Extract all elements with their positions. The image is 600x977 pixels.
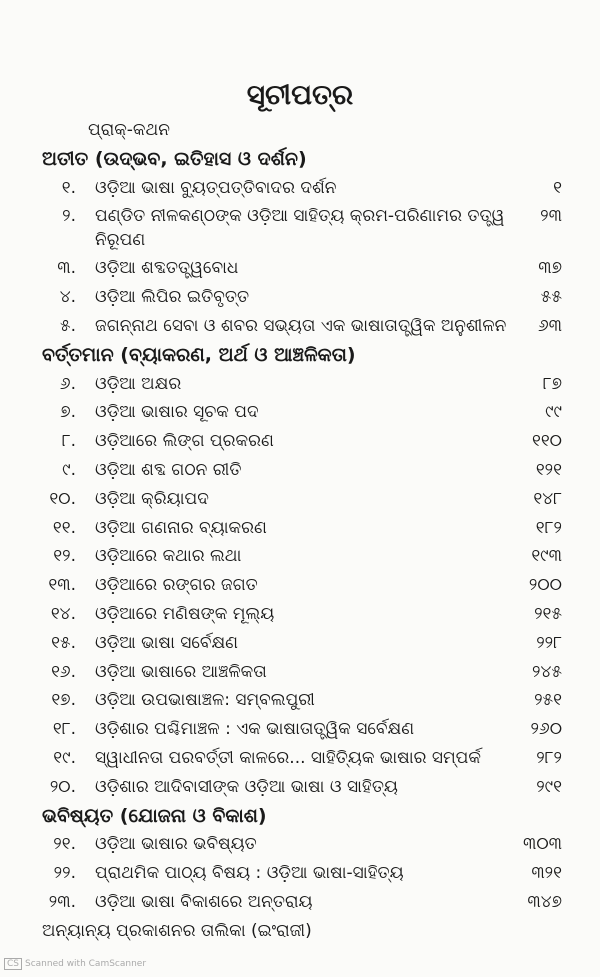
entry-page-number: ୨୦୦	[528, 575, 562, 596]
entry-number: ୨୨.	[53, 863, 76, 884]
entry-title: ଓଡ଼ିଆ ଭାଷାର ଭବିଷ୍ୟତ	[95, 834, 257, 855]
entry-number: ୭.	[60, 402, 76, 423]
entry-number: ୨୧.	[53, 834, 76, 855]
entry-page-number: ୨୮୨	[536, 747, 562, 768]
entry-number: ୧୭.	[51, 690, 76, 711]
entry-number: ୩.	[57, 258, 76, 279]
appendix-entry: ଅନ୍ୟାନ୍ୟ ପ୍ରକାଶନର ତାଲିକା (ଇଂରାଜୀ)	[42, 920, 312, 941]
entry-title: ଓଡ଼ିଶାର ଆଦିବାସୀଙ୍କ ଓଡ଼ିଆ ଭାଷା ଓ ସାହିତ୍ୟ	[95, 776, 398, 797]
toc-entry	[0, 370, 600, 399]
entry-title: ଓଡ଼ିଆ ଭାଷା ବ୍ୟୁତ୍ପତ୍ତିବାଦର ଦର୍ଶନ	[95, 177, 337, 198]
entry-title: ଓଡ଼ିଆରେ କଥାର ଲଥା	[95, 546, 242, 567]
entry-page-number: ୯୯	[545, 402, 562, 423]
entry-page-number: ୨୬୦	[530, 719, 562, 740]
toc-entry	[0, 686, 600, 715]
entry-title: ପଣ୍ଡିତ ନୀଳକଣ୍ଠଙ୍କ ଓଡ଼ିଆ ସାହିତ୍ୟ କ୍ରମ-ପରିଣାମର ତତ୍ତ୍ୱ ନିରୂପଣ	[95, 206, 505, 251]
entry-title: ସ୍ୱାଧୀନତା ପରବର୍ତ୍ତୀ କାଳରେ... ସାହିତ୍ୟିକ ଭାଷାର ସମ୍ପର୍କ	[95, 747, 481, 768]
toc-entry	[0, 283, 600, 312]
entry-page-number: ୧୮୨	[535, 517, 562, 538]
table-of-contents	[0, 116, 600, 946]
entry-page-number: ୬୩	[537, 315, 562, 336]
entry-page-number: ୨୧୫	[534, 603, 562, 624]
entry-number: ୪.	[59, 287, 76, 308]
entry-page-number: ୩୦୩	[522, 834, 562, 855]
camscanner-logo: CS	[4, 958, 22, 970]
watermark-text: Scanned with CamScanner	[25, 959, 147, 969]
entry-page-number: ୫୫	[540, 287, 562, 308]
entry-title: ଓଡ଼ିଆ ଗଣନାର ବ୍ୟାକରଣ	[95, 517, 267, 538]
section-heading: ଅତୀତ (ଉଦ୍ଭବ, ଇତିହାସ ଓ ଦର୍ଶନ)	[42, 147, 307, 170]
entry-number: ୧୮.	[52, 719, 76, 740]
entry-title: ଓଡ଼ିଆ ଲିପିର ଇତିବୃତ୍ତ	[95, 287, 250, 308]
section-heading: ଭବିଷ୍ୟତ (ଯୋଜନା ଓ ବିକାଶ)	[42, 804, 267, 827]
entry-page-number: ୨୪୫	[532, 661, 562, 682]
entry-title: ଜଗନ୍ନାଥ ସେବା ଓ ଶବର ସଭ୍ୟତା ଏକ ଭାଷାତାତ୍ତ୍ୱିକ ଅନୁଶୀଳନ	[95, 315, 507, 336]
entry-number: ୧୬.	[51, 661, 76, 682]
entry-number: ୧୫.	[51, 632, 76, 653]
toc-entry	[0, 542, 600, 571]
entry-number: ୧୩.	[48, 575, 76, 596]
toc-entry	[0, 398, 600, 427]
page-title: ସୂଚୀପତ୍ର	[246, 78, 354, 111]
entry-number: ୧୧.	[52, 517, 76, 538]
entry-title: ଓଡ଼ିଶାର ପଶ୍ଚିମାଞ୍ଚଳ : ଏକ ଭାଷାତାତ୍ତ୍ୱିକ ସର୍ବେକ୍ଷଣ	[95, 719, 415, 740]
entry-page-number: ୧୧୦	[531, 431, 562, 452]
entry-title: ଓଡ଼ିଆ ଉପଭାଷାଞ୍ଚଳ: ସମ୍ବଲପୁରୀ	[95, 690, 315, 711]
preface-entry: ପ୍ରାକ୍-କଥନ	[88, 120, 170, 140]
entry-page-number: ୮୭	[542, 373, 562, 394]
entry-page-number: ୩୪୭	[527, 891, 562, 912]
entry-number: ୧୯.	[53, 747, 76, 768]
entry-title: ଓଡ଼ିଆ ଭାଷା ସର୍ବେକ୍ଷଣ	[95, 632, 239, 653]
entry-page-number: ୧୨୧	[535, 459, 562, 480]
entry-title: ଓଡ଼ିଆରେ ରଙ୍ଗର ଜଗତ	[95, 575, 258, 596]
entry-title: ଓଡ଼ିଆ ଶବ୍ଦତତ୍ତ୍ୱବୋଧ	[95, 258, 239, 279]
toc-entry	[0, 859, 600, 888]
entry-title: ଓଡ଼ିଆ ଭାଷାର ସୂଚକ ପଦ	[95, 402, 259, 423]
toc-entry	[0, 715, 600, 744]
toc-entry	[0, 514, 600, 543]
toc-entry	[0, 174, 600, 203]
toc-entry	[0, 254, 600, 283]
entry-number: ୧୦.	[49, 488, 76, 509]
toc-entry	[0, 773, 600, 802]
entry-title: ଓଡ଼ିଆ ଅକ୍ଷର	[95, 373, 182, 394]
entry-number: ୧୪.	[50, 603, 76, 624]
entry-number: ୧୨.	[53, 546, 76, 567]
entry-page-number: ୨୯୧	[536, 776, 562, 797]
toc-entry	[0, 456, 600, 485]
entry-page-number: ୧	[553, 177, 562, 198]
entry-page-number: ୧୯୩	[531, 546, 562, 567]
entry-title: ଓଡ଼ିଆ କ୍ରିୟାପଦ	[95, 488, 209, 509]
entry-page-number: ୨୩	[540, 206, 562, 227]
entry-page-number: ୨୨୮	[536, 632, 562, 653]
entry-number: ୨.	[62, 206, 76, 227]
entry-number: ୫.	[59, 315, 76, 336]
entry-title: ଓଡ଼ିଆରେ ମଣିଷଙ୍କ ମୂଲ୍ୟ	[95, 603, 275, 624]
entry-number: ୧.	[61, 177, 76, 198]
entry-number: ୯.	[62, 459, 76, 480]
entry-page-number: ୩୨୧	[531, 863, 562, 884]
entry-number: ୮.	[61, 431, 76, 452]
entry-page-number: ୩୭	[538, 258, 562, 279]
entry-number: ୨୩.	[48, 891, 76, 912]
toc-entry	[0, 744, 600, 773]
entry-title: ପ୍ରାଥମିକ ପାଠ୍ୟ ବିଷୟ : ଓଡ଼ିଆ ଭାଷା-ସାହିତ୍ୟ	[95, 863, 404, 884]
entry-title: ଓଡ଼ିଆ ଭାଷା ବିକାଶରେ ଅନ୍ତରାୟ	[95, 891, 313, 912]
section-heading: ବର୍ତ୍ତମାନ (ବ୍ୟାକରଣ, ଅର୍ଥ ଓ ଆଞ୍ଚଳିକତା)	[42, 343, 356, 366]
toc-entry	[0, 658, 600, 687]
toc-entry	[0, 888, 600, 917]
entry-page-number: ୨୫୧	[534, 690, 562, 711]
scanner-watermark	[4, 958, 146, 970]
entry-number: ୨୦.	[49, 776, 76, 797]
entry-title: ଓଡ଼ିଆ ଶବ୍ଦ ଗଠନ ରୀତି	[95, 459, 242, 480]
entry-title: ଓଡ଼ିଆରେ ଲିଙ୍ଗ ପ୍ରକରଣ	[95, 431, 274, 452]
entry-page-number: ୧୪୮	[533, 488, 562, 509]
toc-entry	[0, 427, 600, 456]
entry-title: ଓଡ଼ିଆ ଭାଷାରେ ଆଞ୍ଚଳିକତା	[95, 661, 267, 682]
toc-entry	[0, 312, 600, 341]
toc-entry	[0, 485, 600, 514]
entry-number: ୬.	[59, 373, 76, 394]
toc-entry	[0, 571, 600, 600]
toc-entry	[0, 830, 600, 859]
toc-entry	[0, 629, 600, 658]
toc-entry	[0, 202, 600, 254]
toc-entry	[0, 600, 600, 629]
